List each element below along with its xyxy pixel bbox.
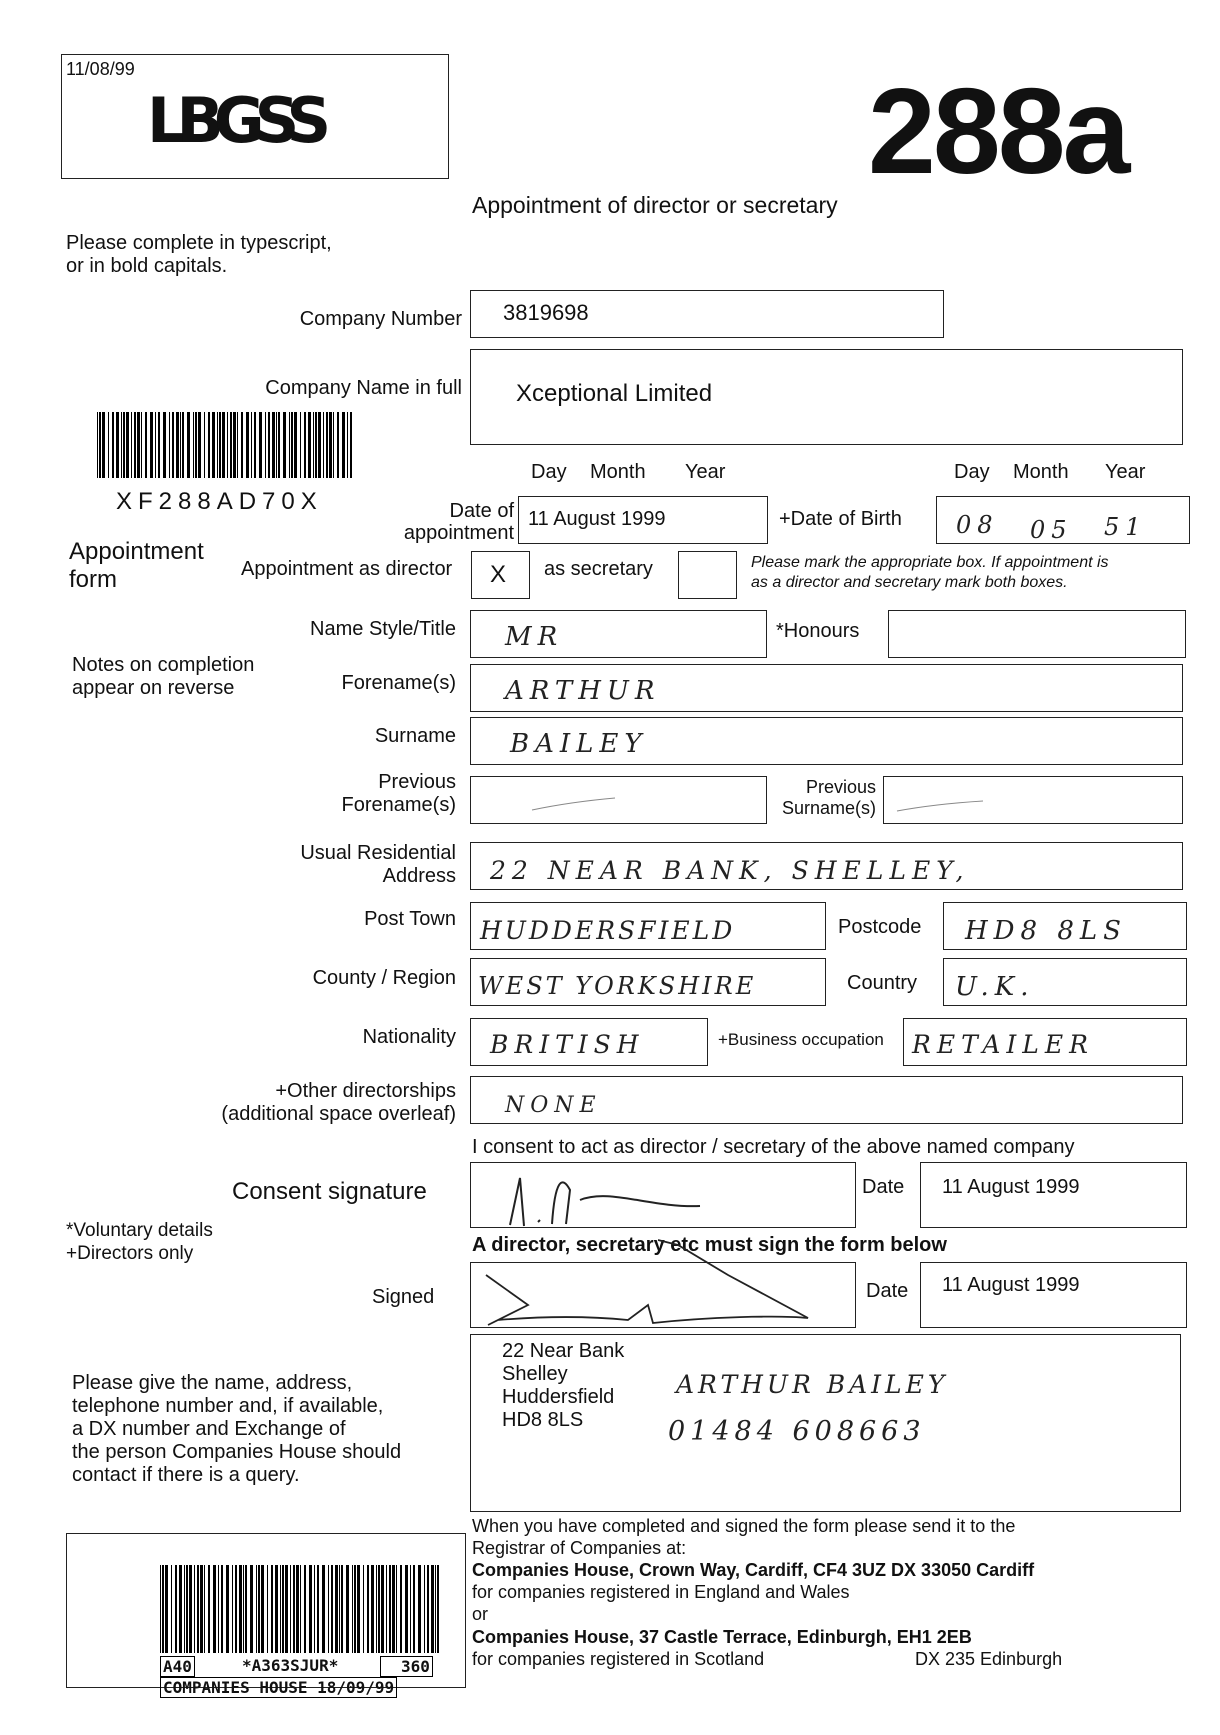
notes-line1: Notes on completion — [72, 654, 255, 676]
appointment-note-line2: as a director and secretary mark both boxes. — [751, 574, 1068, 591]
date-of-birth-label: +Date of Birth — [779, 508, 902, 530]
secretary-checkbox[interactable] — [678, 551, 737, 599]
company-number-label: Company Number — [299, 308, 462, 330]
consent-statement: I consent to act as director / secretary of the above named company — [472, 1136, 1075, 1158]
appt-year-header: Year — [685, 461, 726, 483]
previous-surnames-dash — [895, 796, 985, 816]
consent-signature-label: Consent signature — [232, 1178, 427, 1205]
postcode-label: Postcode — [838, 916, 922, 938]
signed-date-value: 11 August 1999 — [942, 1274, 1080, 1296]
receipt-footer: COMPANIES HOUSE 18/09/99 — [160, 1677, 397, 1698]
svg-text:LBGSS: LBGSS — [147, 84, 322, 152]
forenames-value: ARTHUR — [505, 676, 661, 706]
previous-forenames-label1: Previous — [378, 771, 456, 793]
consent-date-value: 11 August 1999 — [942, 1176, 1080, 1198]
county-value: WEST YORKSHIRE — [478, 972, 757, 1000]
barcode-code-text: XF288AD70X — [116, 488, 323, 515]
post-town-label: Post Town — [364, 908, 456, 930]
signature-scribble — [478, 1225, 818, 1335]
contact-name: ARTHUR BAILEY — [676, 1370, 949, 1399]
notes-line2: appear on reverse — [72, 677, 235, 699]
honours-label: *Honours — [776, 620, 860, 642]
business-occupation-value: RETAILER — [912, 1030, 1094, 1059]
dob-month-value: 05 — [1030, 516, 1073, 544]
must-sign-notice: A director, secretary etc must sign the form below — [472, 1234, 947, 1256]
instructions-line1: Please complete in typescript, — [66, 232, 332, 254]
postcode-value: HD8 8LS — [965, 916, 1127, 946]
receipt-barcode — [160, 1565, 446, 1653]
as-secretary-label: as secretary — [544, 558, 653, 580]
company-name-label: Company Name in full — [265, 377, 462, 399]
post-town-value: HUDDERSFIELD — [480, 916, 736, 945]
contact-instruction-line: telephone number and, if available, — [72, 1395, 384, 1417]
appt-day-header: Day — [531, 461, 567, 483]
name-style-label: Name Style/Title — [310, 618, 456, 640]
receipt-number: 360 — [380, 1656, 433, 1677]
consent-signature-scribble — [500, 1170, 720, 1230]
stamp-logo — [145, 82, 345, 152]
instructions-line2: or in bold capitals. — [66, 255, 228, 277]
consent-date-label: Date — [862, 1176, 905, 1198]
appt-month-header: Month — [590, 461, 646, 483]
appointment-form-line1: Appointment — [69, 538, 204, 565]
previous-surnames-label1: Previous — [805, 777, 876, 797]
receipt-tag: A40 — [160, 1656, 195, 1677]
other-directorships-label1: +Other directorships — [275, 1080, 456, 1102]
forenames-label: Forename(s) — [341, 672, 456, 694]
contact-instruction-line: the person Companies House should — [72, 1441, 402, 1463]
contact-instruction-line: a DX number and Exchange of — [72, 1418, 346, 1440]
name-style-value: MR — [505, 622, 564, 652]
dob-day-header: Day — [954, 461, 990, 483]
address-label1: Usual Residential — [300, 842, 456, 864]
appointment-form-line2: form — [69, 566, 117, 593]
address-value: 22 NEAR BANK, SHELLEY, — [490, 856, 970, 885]
company-name-value: Xceptional Limited — [516, 380, 713, 407]
form-number: 288a — [868, 63, 1128, 199]
business-occupation-label: +Business occupation — [718, 1030, 884, 1049]
form-barcode — [97, 412, 359, 478]
signed-date-label: Date — [866, 1280, 909, 1302]
address-label2: Address — [382, 865, 456, 887]
contact-instructions — [72, 1372, 401, 1487]
date-of-appointment-label2: appointment — [403, 522, 514, 544]
date-of-appointment-value: 11 August 1999 — [528, 508, 666, 530]
contact-address-line: Huddersfield — [502, 1386, 615, 1408]
other-directorships-value: NONE — [505, 1093, 602, 1118]
legend-directors: +Directors only — [66, 1243, 194, 1264]
dob-month-header: Month — [1013, 461, 1069, 483]
send-to-line3: Companies House, Crown Way, Cardiff, CF4 3UZ DX 33050 Cardiff — [472, 1560, 1035, 1580]
legend-voluntary: *Voluntary details — [66, 1220, 213, 1241]
company-number-value: 3819698 — [503, 300, 589, 325]
contact-address — [502, 1340, 624, 1432]
dob-day-value: 08 — [956, 511, 999, 539]
send-to-line8: DX 235 Edinburgh — [915, 1649, 1063, 1669]
send-to-line5: or — [472, 1604, 489, 1624]
signed-label: Signed — [372, 1286, 435, 1308]
send-to-line7: for companies registered in Scotland — [472, 1649, 765, 1669]
nationality-label: Nationality — [362, 1026, 456, 1048]
contact-instruction-line: Please give the name, address, — [72, 1372, 353, 1394]
nationality-value: BRITISH — [490, 1030, 645, 1059]
contact-address-line: HD8 8LS — [502, 1409, 584, 1431]
county-label: County / Region — [312, 967, 456, 989]
surname-label: Surname — [374, 725, 456, 747]
appointment-note-line1: Please mark the appropriate box. If appointment is — [751, 554, 1109, 571]
send-to-line1: When you have completed and signed the form please send it to the — [472, 1516, 1016, 1536]
other-directorships-label2: (additional space overleaf) — [221, 1103, 456, 1125]
country-value: U.K. — [955, 972, 1035, 1002]
previous-forenames-label2: Forename(s) — [341, 794, 456, 816]
receipt-code: *A363SJUR* — [242, 1656, 339, 1675]
send-to-line6: Companies House, 37 Castle Terrace, Edinburgh, EH1 2EB — [472, 1627, 972, 1647]
stamp-date: 11/08/99 — [66, 59, 135, 79]
contact-address-line: Shelley — [502, 1363, 568, 1385]
country-label: Country — [847, 972, 918, 994]
surname-value: BAILEY — [510, 729, 648, 759]
contact-phone: 01484 608663 — [668, 1416, 926, 1447]
dob-year-header: Year — [1105, 461, 1146, 483]
dob-year-value: 51 — [1104, 513, 1147, 541]
honours-field[interactable] — [888, 610, 1186, 658]
send-to-line2: Registrar of Companies at: — [472, 1538, 687, 1558]
form-title: Appointment of director or secretary — [472, 192, 838, 218]
appointment-as-director-label: Appointment as director — [241, 558, 453, 580]
send-to-line4: for companies registered in England and Wales — [472, 1582, 850, 1602]
contact-address-line: 22 Near Bank — [502, 1340, 625, 1362]
contact-instruction-line: contact if there is a query. — [72, 1464, 300, 1486]
director-checkbox-mark: X — [490, 561, 507, 588]
previous-surnames-label2: Surname(s) — [781, 798, 876, 818]
date-of-appointment-label1: Date of — [449, 500, 514, 522]
previous-forenames-dash — [530, 794, 620, 814]
